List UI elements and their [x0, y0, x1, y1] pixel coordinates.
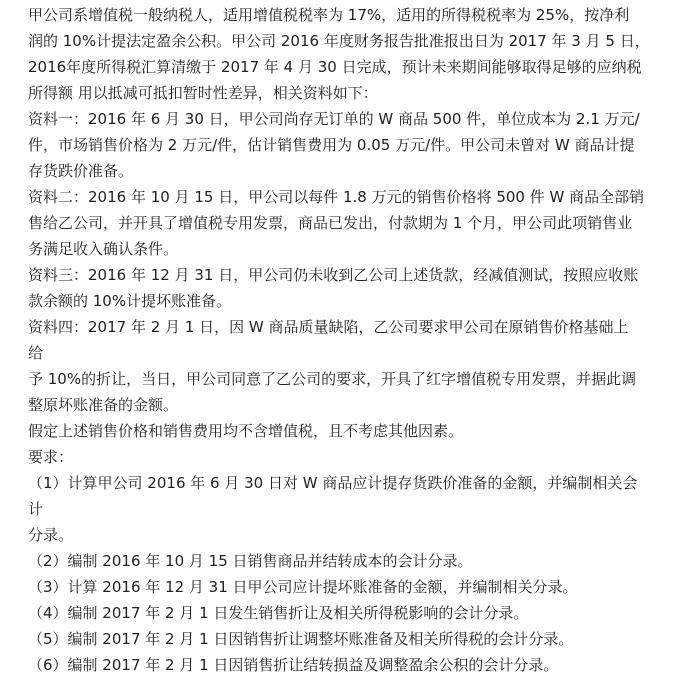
text-line: 2016年度所得税汇算清缴于 2017 年 4 月 30 日完成，预计未来期间能够取得足够的应纳税 [28, 58, 642, 76]
text-line: 资料二：2016 年 10 月 15 日，甲公司以每件 1.8 万元的销售价格将 500 件 W 商品全部销 [28, 188, 645, 206]
text-line: 售给乙公司，并开具了增值税专用发票，商品已发出，付款期为 1 个月，甲公司此项销售业 [28, 214, 633, 232]
text-line: 务满足收入确认条件。 [28, 240, 179, 258]
text-line: （4）编制 2017 年 2 月 1 日发生销售折让及相关所得税影响的会计分录。 [28, 604, 529, 622]
text-line: 存货跌价准备。 [28, 162, 134, 180]
text-line: （5）编制 2017 年 2 月 1 日因销售折让调整坏账准备及相关所得税的会计分录。 [28, 630, 574, 648]
text-line: 资料四：2017 年 2 月 1 日，因 W 商品质量缺陷，乙公司要求甲公司在原销售价格基础上 [28, 318, 629, 336]
text-line: （1）计算甲公司 2016 年 6 月 30 日对 W 商品应计提存货跌价准备的金额，并编制相关会 [28, 474, 638, 492]
text-line: 资料一：2016 年 6 月 30 日，甲公司尚存无订单的 W 商品 500 件，单位成本为 2.1 万元/ [28, 110, 640, 128]
text-line: （3）计算 2016 年 12 月 31 日甲公司应计提坏账准备的金额，并编制相关分录。 [28, 578, 578, 596]
text-line: 假定上述销售价格和销售费用均不含增值税，且不考虑其他因素。 [28, 422, 464, 440]
text-line: 资料三：2016 年 12 月 31 日，甲公司仍未收到乙公司上述货款，经减值测试，按照应收账 [28, 266, 639, 284]
text-line: 计 [28, 500, 44, 518]
text-line: 款余额的 10%计提坏账准备。 [28, 292, 232, 310]
text-line: 甲公司系增值税一般纳税人，适用增值税税率为 17%，适用的所得税税率为 25%，按净利 [28, 6, 630, 24]
text-line: 分录。 [28, 526, 74, 544]
text-line: 予 10%的折让，当日，甲公司同意了乙公司的要求，开具了红字增值税专用发票，并据此调 [28, 370, 637, 388]
text-line: 件，市场销售价格为 2 万元/件，估计销售费用为 0.05 万元/件。甲公司未曾对 W 商品计提 [28, 136, 635, 154]
text-line: 要求： [28, 448, 74, 466]
text-line: 整原坏账准备的金额。 [28, 396, 179, 414]
text-line: （6）编制 2017 年 2 月 1 日因销售折让结转损益及调整盈余公积的会计分录。 [28, 656, 559, 674]
document-body [28, 0, 680, 678]
text-line: 给 [28, 344, 44, 362]
text-line: 所得额 用以抵减可抵扣暂时性差异，相关资料如下： [28, 84, 378, 102]
text-line: （2）编制 2016 年 10 月 15 日销售商品并结转成本的会计分录。 [28, 552, 473, 570]
text-line: 润的 10%计提法定盈余公积。甲公司 2016 年度财务报告批准报出日为 2017 年 3 月 5 日， [28, 32, 650, 50]
